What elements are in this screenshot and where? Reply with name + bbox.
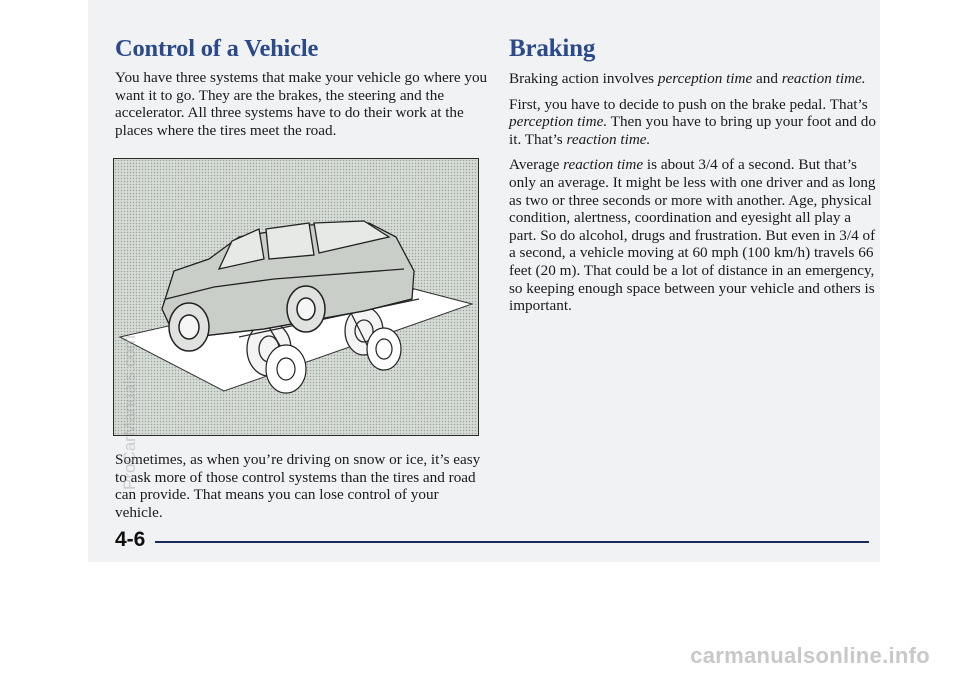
text-run: Braking action involves <box>509 70 658 87</box>
bottom-watermark: carmanualsonline.info <box>690 643 930 668</box>
vehicle-illustration <box>113 158 479 436</box>
footer-rule <box>155 541 869 543</box>
term-perception-time: perception time. <box>509 113 608 131</box>
right-column <box>509 34 879 315</box>
left-column-continued <box>115 451 485 521</box>
text-run: Average <box>509 156 564 174</box>
term-perception-time: perception time <box>657 70 753 87</box>
paragraph-average-reaction <box>509 156 879 314</box>
text-run: and <box>752 70 782 87</box>
page-number: 4-6 <box>115 528 146 551</box>
term-reaction-time: reaction time <box>563 156 644 174</box>
paragraph-brake-pedal <box>509 96 879 149</box>
side-watermark <box>102 170 139 490</box>
term-reaction-time: reaction time. <box>781 70 866 87</box>
text-run: First, you have to decide to push on the brake pedal. That’s <box>509 95 868 113</box>
section-heading-control: Control of a Vehicle <box>115 35 319 62</box>
term-reaction-time: reaction time. <box>566 130 651 148</box>
text-run: is about 3/4 of a second. But that’s only an average. It might be less with one driver and as long as two or three seconds or more with another. Age, physical condition, alertness, coordination and eyesight all play a part. So do alcohol, drugs and frustration. But even in 3/4 of a second, a vehicle moving at 60 mph (100 km/h) travels 66 feet (20 m). That could be a lot of distance in an emergency, so keeping enough space between your vehicle and others is important. <box>509 156 876 315</box>
left-column <box>115 34 490 139</box>
text-run: Then you have to bring up your foot and do it. That’s <box>509 113 876 148</box>
paragraph-braking-action <box>509 70 879 88</box>
suv-chassis-drawing <box>114 159 477 434</box>
section-heading-braking: Braking <box>509 35 596 62</box>
paragraph-control-systems: You have three systems that make your vehicle go where you want it to go. They are the brakes, the steering and the accelerator. All three systems have to do their work at the places where the tires meet the road. <box>115 69 488 139</box>
side-watermark-text: ProCarManuals.com <box>120 335 139 490</box>
paragraph-lose-control: Sometimes, as when you’re driving on snow or ice, it’s easy to ask more of those control systems than the tires and road can provide. That means you can lose control of your vehicle. <box>115 451 481 521</box>
